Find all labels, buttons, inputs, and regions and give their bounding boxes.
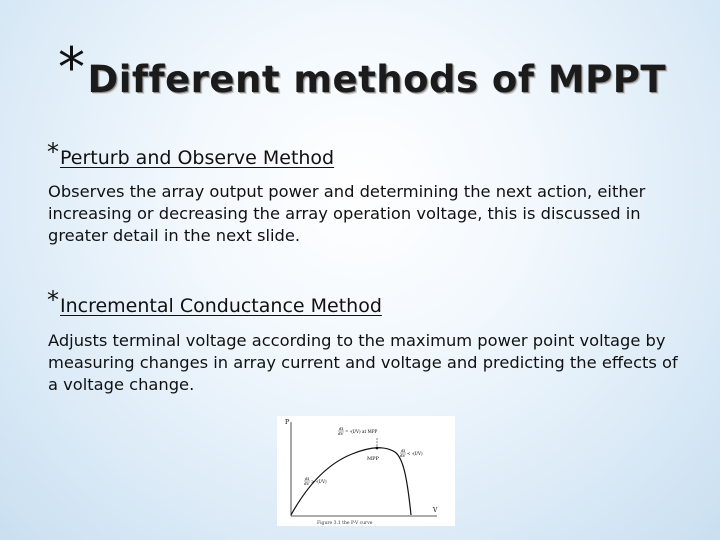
figure-caption: Figure 3.1 the P-V curve (317, 521, 373, 526)
mpp-label: MPP (367, 456, 379, 462)
pv-curve-figure (277, 416, 455, 526)
section-heading-perturb-observe (47, 138, 335, 170)
axis-label-v: V (433, 507, 438, 514)
fraction-bottom: dV (400, 453, 406, 458)
equation-top: = -(I/V) at MPP (345, 429, 378, 434)
title-star: * (58, 36, 86, 99)
section-heading-incremental-conductance (47, 286, 382, 318)
mpp-point (376, 447, 379, 450)
section-heading-text: Incremental Conductance Method (60, 295, 382, 317)
section-heading-text: Perturb and Observe Method (60, 147, 335, 169)
fraction-top: dI (401, 448, 406, 453)
equation-left: > -(I/V) (311, 479, 327, 484)
pv-curve-diagram (277, 416, 455, 526)
equation-right: < -(I/V) (407, 451, 423, 456)
section-body-perturb-observe: Observes the array output power and determining the next action, either increasing or decreasing the array operation voltage, this is discussed in greater detail in the next slide. (48, 182, 646, 245)
fraction-bottom: dV (304, 481, 310, 486)
slide-title (58, 36, 698, 100)
bullet-star: * (47, 286, 59, 314)
section-body-incremental-conductance: Adjusts terminal voltage according to the maximum power point voltage by measuring changes in array current and voltage and predicting the effects of a voltage change. (48, 331, 678, 394)
fraction-top: dI (305, 476, 310, 481)
fraction-top: dI (339, 426, 344, 431)
bullet-star: * (47, 138, 59, 166)
axis-label-p: P (285, 419, 290, 426)
title-text: Different methods of MPPT (87, 58, 667, 101)
fraction-bottom: dV (338, 431, 344, 436)
